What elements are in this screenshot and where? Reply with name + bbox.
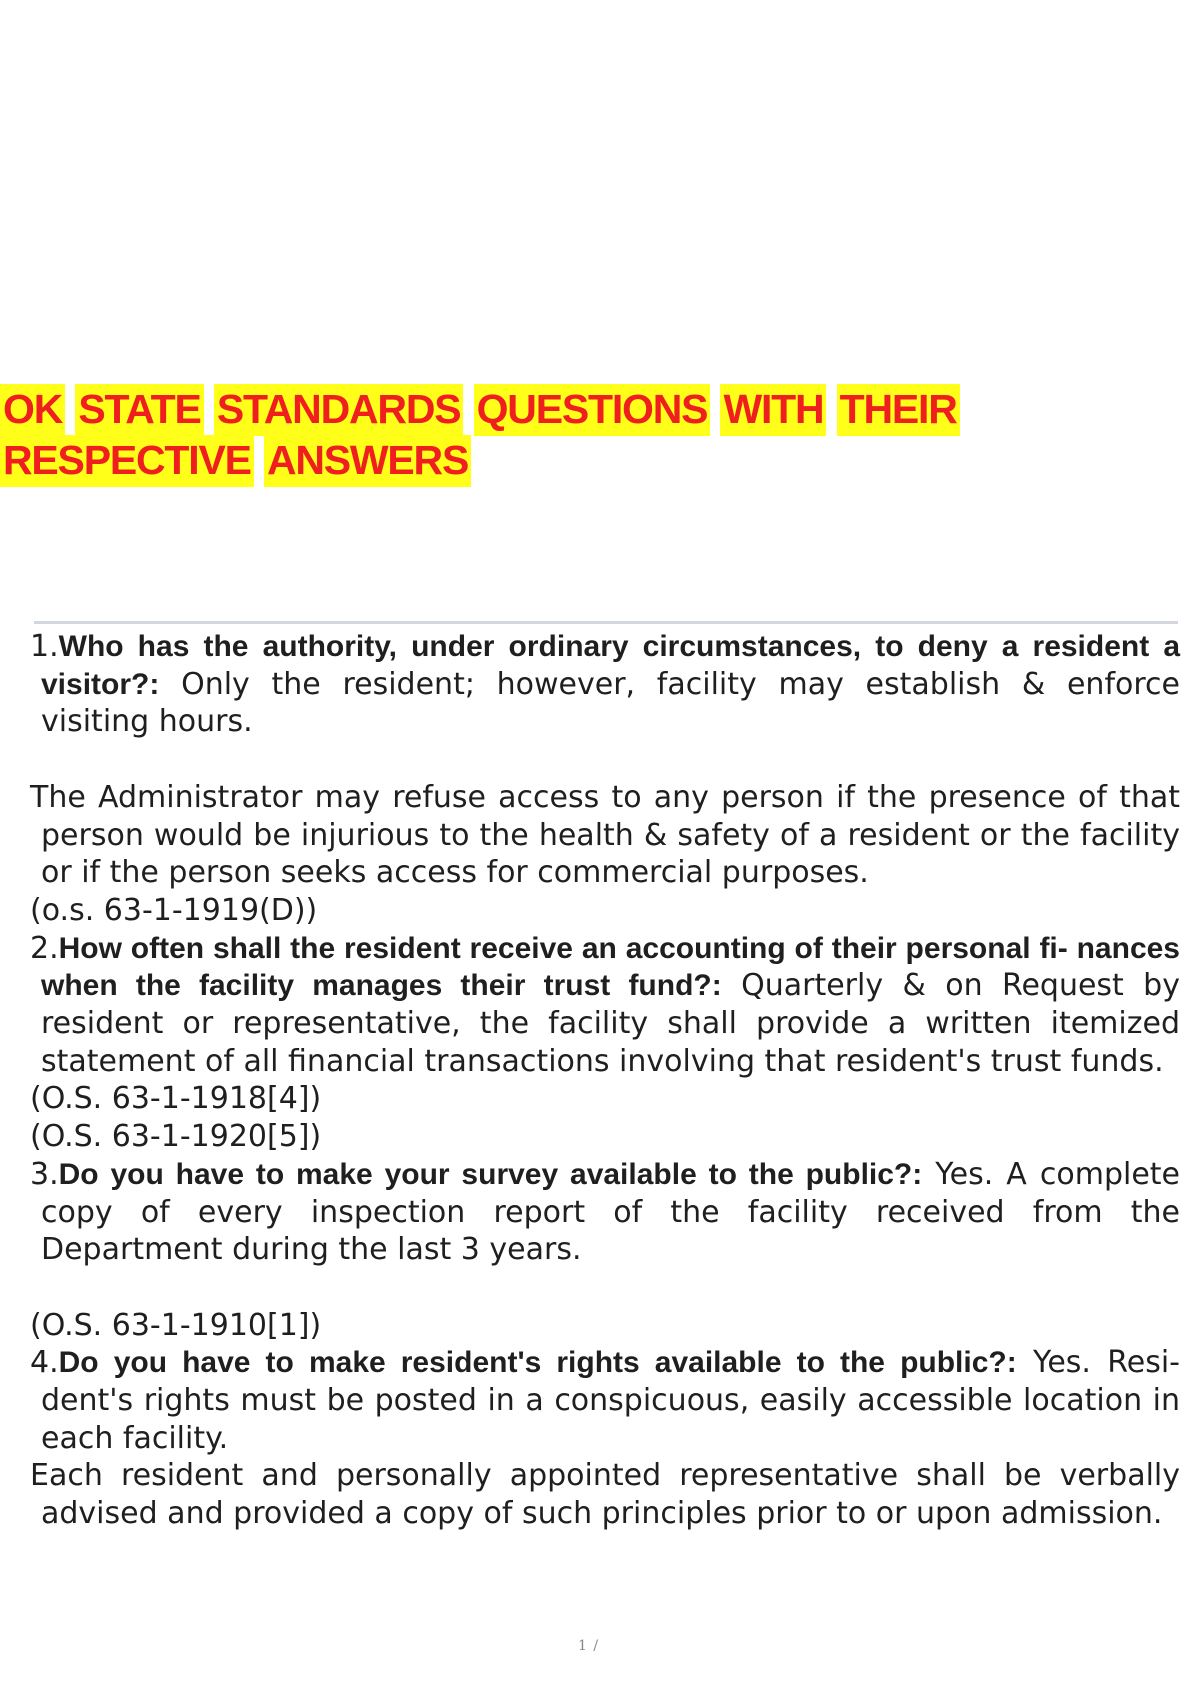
title-word: THEIR	[837, 384, 960, 436]
page-number: 1 /	[578, 1638, 600, 1654]
statute-reference: (O.S. 63-1-1920[5])	[30, 1119, 322, 1155]
qa-item-3	[30, 1156, 1180, 1269]
paragraph-gap	[30, 741, 1180, 779]
statute-reference: (O.S. 63-1-1918[4])	[30, 1081, 322, 1117]
title-word: STATE	[75, 384, 203, 436]
title-word: OK	[0, 384, 65, 436]
statute-reference: (O.S. 63-1-1910[1])	[30, 1307, 322, 1343]
question-number: 4.	[30, 1345, 59, 1381]
qa-item-4	[30, 1344, 1180, 1457]
title-word: RESPECTIVE	[0, 435, 254, 487]
answer-text: Only the resident; however, facility may establish & enforce visiting hours.	[41, 666, 1180, 740]
statute-reference: (o.s. 63-1-1919(D))	[30, 892, 318, 928]
title-word: QUESTIONS	[474, 384, 711, 436]
answer-continuation: Each resident and personally appointed representative shall be verbally advised and provided a copy of such principles prior to or upon admission.	[30, 1458, 1180, 1532]
qa-item-2	[30, 930, 1180, 1081]
question-text: How often shall the resident receive an accounting of their personal fi- nances when the facility manages their trust fund?:	[41, 931, 1180, 1003]
question-text: Do you have to make resident's rights available to the public?:	[58, 1346, 1017, 1380]
title-word: STANDARDS	[214, 384, 464, 436]
qa-list	[30, 628, 1180, 1533]
question-number: 3.	[30, 1156, 59, 1192]
title-word: ANSWERS	[264, 435, 471, 487]
title-word: WITH	[720, 384, 826, 436]
question-text: Who has the authority, under ordinary circumstances, to deny a resident a visitor?:	[41, 630, 1180, 701]
answer-text: Yes. A complete copy of every inspection report of the facility received from the Department during the last 3 years.	[41, 1156, 1180, 1268]
document-title	[0, 384, 1180, 486]
qa-item-1	[30, 628, 1180, 741]
question-number: 1.	[30, 629, 59, 664]
answer-text: Quarterly & on Request by resident or representative, the facility shall provide a written itemized statement of all financial transactions involving that resident's trust funds.	[41, 968, 1180, 1079]
section-divider	[34, 621, 1178, 624]
paragraph-gap	[30, 1269, 1180, 1307]
question-number: 2.	[30, 930, 59, 966]
answer-text: Yes. Resi- dent's rights must be posted in a conspicuous, easily accessible location in each facility.	[41, 1345, 1180, 1456]
question-text: Do you have to make your survey available to the public?:	[58, 1157, 923, 1191]
answer-continuation: The Administrator may refuse access to any person if the presence of that person would be injurious to the health & safety of a resident or the facility or if the person seeks access for commercial purposes.	[30, 779, 1180, 891]
